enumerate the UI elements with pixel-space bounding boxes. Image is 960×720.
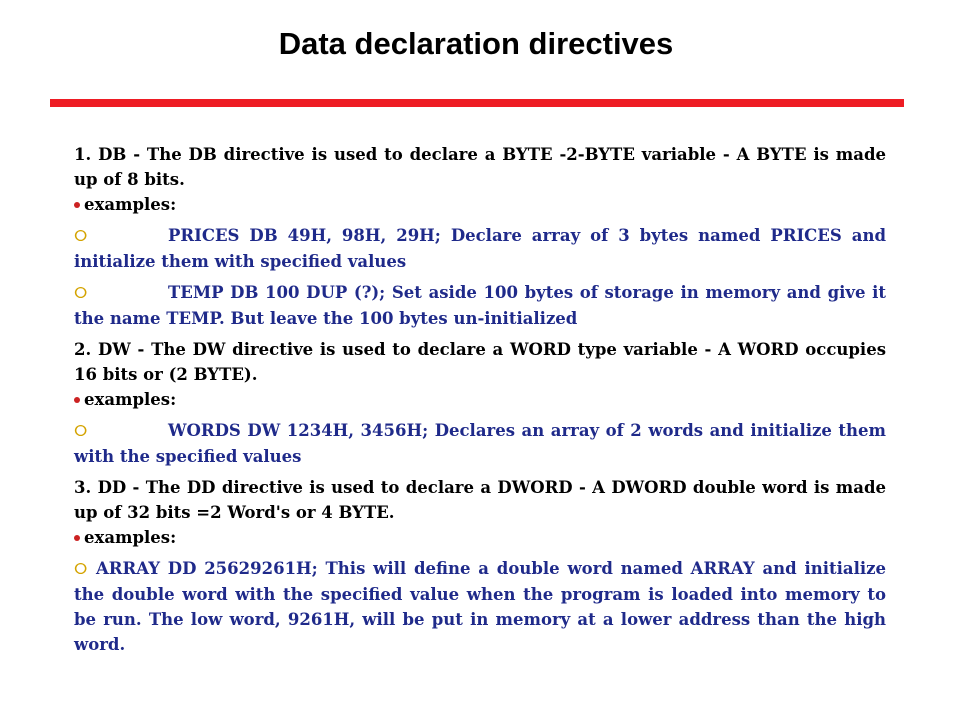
dd-example-array [74,556,886,657]
dw-heading-text: 2. DW - The DW directive is used to declare a WORD type variable - A WORD occupies 16 bits or (2 BYTE). [74,340,886,384]
pointer-bullet-icon: ⵔ [74,422,88,440]
slide-body [74,142,886,657]
dd-examples-label [74,525,886,550]
dw-heading [74,337,886,387]
slide-title: Data declaration directives [278,26,674,61]
example-text: PRICES DB 49H, 98H, 29H; Declare array of 3 bytes named PRICES and initialize them with specified values [74,226,886,271]
db-example-prices [74,223,886,274]
example-text: WORDS DW 1234H, 3456H; Declares an array of 2 words and initialize them with the specified values [74,421,886,466]
pointer-bullet-icon: ⵔ [74,284,88,302]
dw-examples-label [74,387,886,412]
examples-label: examples: [84,390,177,409]
bullet-dot-icon [74,202,80,208]
pointer-bullet-icon: ⵔ [74,227,88,245]
db-heading-text: 1. DB - The DB directive is used to declare a BYTE -2-BYTE variable - A BYTE is made up of 8 bits. [74,145,886,189]
examples-label: examples: [84,528,177,547]
example-text: TEMP DB 100 DUP (?); Set aside 100 bytes of storage in memory and give it the name TEMP. But leave the 100 bytes un-initialized [74,283,886,328]
dd-heading-text: 3. DD - The DD directive is used to declare a DWORD - A DWORD double word is made up of 32 bits =2 Word's or 4 BYTE. [74,478,886,522]
db-example-temp [74,280,886,331]
bullet-dot-icon [74,535,80,541]
db-examples-label [74,192,886,217]
db-heading [74,142,886,192]
dd-heading [74,475,886,525]
title-underline [50,99,904,107]
dw-example-words [74,418,886,469]
pointer-bullet-icon: ⵔ [74,560,88,578]
example-text: ARRAY DD 25629261H; This will define a double word named ARRAY and initialize the double word with the specified value when the program is loaded into memory to be run. The low word, 9261H, will be put in memory at a lower address than the high word. [74,559,886,654]
bullet-dot-icon [74,397,80,403]
examples-label: examples: [84,195,177,214]
